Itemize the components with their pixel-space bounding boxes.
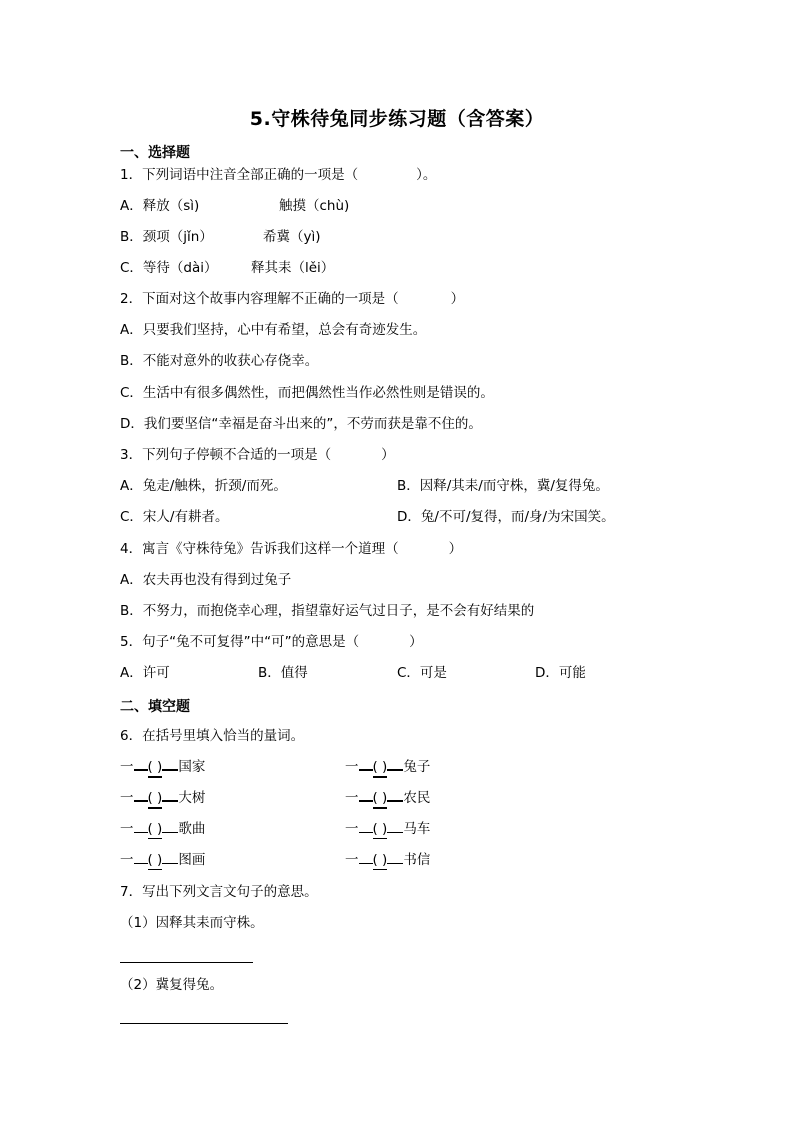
q1-option-a-1: A．释放（sì) [120,198,200,214]
q3-option-a: A．兔走/触株，折颈/而死。 [120,478,287,494]
fill-blank[interactable]: ( ) [148,758,163,778]
q3-option-c: C．宋人/有耕者。 [120,509,229,525]
q2-option-d: D．我们要坚信“幸福是奋斗出来的”，不劳而获是靠不住的。 [120,416,482,432]
q2-option-c: C．生活中有很多偶然性，而把偶然性当作必然性则是错误的。 [120,385,494,401]
q1-option-a-2: 触摸（chù) [279,198,350,214]
fill-row: 一 ( ) 国家 [120,758,205,778]
question-2-stem: 2．下面对这个故事内容理解不正确的一项是（ [120,291,399,307]
q7-sentence-1: （1）因释其耒而守株。 [120,915,264,931]
question-7-stem: 7．写出下列文言文句子的意思。 [120,884,318,900]
q5-option-a: A．许可 [120,665,170,681]
fill-blank[interactable]: ( ) [148,789,163,809]
page-title: 5.守株待兔同步练习题（含答案） [249,108,545,130]
q7-sentence-2: （2）冀复得兔。 [120,977,224,993]
question-2: 2．下面对这个故事内容理解不正确的一项是（ ） [120,291,465,307]
fill-noun: 兔子 [403,759,431,775]
q5-option-b: B．值得 [258,665,308,681]
q5-option-d: D．可能 [535,665,586,681]
fill-noun: 图画 [178,852,206,868]
fill-blank[interactable]: ( ) [372,852,388,868]
fill-blank[interactable]: ( ) [373,789,388,809]
q5-option-c: C．可是 [397,665,447,681]
question-3-stem: 3．下列句子停顿不合适的一项是（ [120,447,332,463]
fill-row: 一 ( ) 大树 [120,789,205,809]
fill-blank[interactable]: ( ) [147,852,163,868]
fill-noun: 大树 [178,790,206,806]
fill-noun: 农民 [403,790,431,806]
question-1: 1．下列词语中注音全部正确的一项是（ ）。 [120,167,437,183]
q3-option-b: B．因释/其耒/而守株，冀/复得兔。 [397,478,609,494]
fill-row: 一 ( ) 书信 [345,852,431,868]
fill-noun: 国家 [178,759,206,775]
fill-blank[interactable]: ( ) [372,821,388,837]
fill-noun: 书信 [403,852,431,868]
section-heading-choice: 一、选择题 [120,145,190,161]
fill-noun: 歌曲 [178,821,206,837]
fill-blank[interactable]: ( ) [373,758,388,778]
q2-option-b: B．不能对意外的收获心存侥幸。 [120,353,319,369]
answer-line-1[interactable] [120,962,253,963]
question-5-stem: 5．句子“兔不可复得”中“可”的意思是（ [120,634,360,650]
question-5: 5．句子“兔不可复得”中“可”的意思是（ ） [120,634,423,650]
fill-blank[interactable]: ( ) [147,821,163,837]
question-6-stem: 6．在括号里填入恰当的量词。 [120,728,305,744]
fill-row: 一 ( ) 兔子 [345,758,430,778]
q3-option-d: D．兔/不可/复得，而/身/为宋国笑。 [397,509,615,525]
q2-option-a: A．只要我们坚持，心中有希望，总会有奇迹发生。 [120,322,427,338]
question-4: 4．寓言《守株待兔》告诉我们这样一个道理（ ） [120,541,463,557]
question-4-stem: 4．寓言《守株待兔》告诉我们这样一个道理（ [120,541,399,557]
fill-row: 一 ( ) 图画 [120,852,206,868]
fill-row: 一 ( ) 马车 [345,821,431,837]
q1-option-b-2: 希冀（yì) [263,229,321,245]
fill-row: 一 ( ) 歌曲 [120,821,206,837]
q1-option-b-1: B．颈项（jǐn） [120,229,213,245]
q4-option-a: A．农夫再也没有得到过兔子 [120,572,292,588]
q4-option-b: B．不努力，而抱侥幸心理，指望靠好运气过日子，是不会有好结果的 [120,603,535,619]
question-1-stem: 1．下列词语中注音全部正确的一项是（ [120,167,359,183]
answer-line-2[interactable] [120,1023,288,1024]
section-heading-fill: 二、填空题 [120,699,190,715]
q1-option-c-2: 释其耒（lěi） [251,260,335,276]
q1-option-c-1: C．等待（dài） [120,260,218,276]
fill-row: 一 ( ) 农民 [345,789,430,809]
fill-noun: 马车 [403,821,431,837]
question-3: 3．下列句子停顿不合适的一项是（ ） [120,447,395,463]
